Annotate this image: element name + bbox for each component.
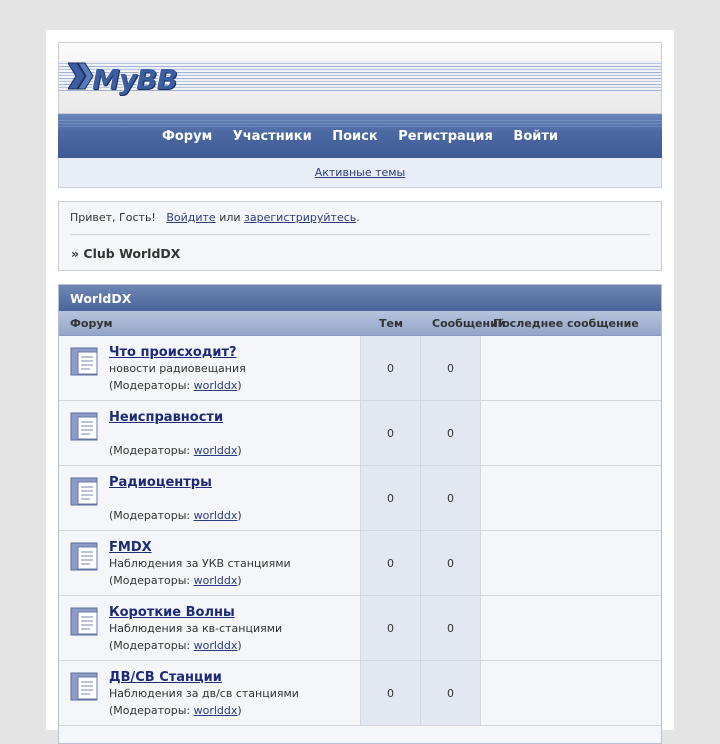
col-topics: Тем: [379, 317, 403, 330]
forum-status-icon: [70, 607, 100, 637]
moderators-label: (Модераторы:: [109, 639, 191, 652]
forum-cell: [59, 336, 361, 400]
forum-cell: [59, 466, 361, 530]
header: [58, 42, 662, 188]
welcome-panel: [58, 201, 662, 271]
topics-cell: [361, 336, 421, 400]
forum-row: [59, 531, 661, 596]
topics-count: 0: [387, 622, 394, 635]
forum-cell: [59, 531, 361, 595]
moderators-close: ): [237, 574, 242, 587]
moderator-link[interactable]: worlddx: [193, 379, 238, 392]
forum-moderators: [109, 379, 242, 392]
menu-register[interactable]: Регистрация: [398, 129, 493, 144]
posts-count: 0: [447, 492, 454, 505]
posts-cell: [421, 466, 481, 530]
moderators-label: (Модераторы:: [109, 704, 191, 717]
forum-name-link[interactable]: Неисправности: [109, 410, 224, 425]
sub-navigation: [58, 158, 662, 188]
register-link[interactable]: зарегистрируйтесь: [244, 211, 357, 224]
category-title[interactable]: WorldDX: [70, 291, 132, 306]
moderators-close: ): [237, 639, 242, 652]
posts-count: 0: [447, 427, 454, 440]
page-container: [46, 30, 674, 730]
forum-description: новости радиовещания: [109, 362, 246, 375]
forum-description: Наблюдения за дв/св станциями: [109, 687, 299, 700]
forum-cell: [59, 661, 361, 725]
forum-moderators: [109, 639, 242, 652]
topics-count: 0: [387, 362, 394, 375]
posts-count: 0: [447, 622, 454, 635]
active-topics-link[interactable]: Активные темы: [314, 166, 406, 179]
menu-forum[interactable]: Форум: [161, 129, 213, 144]
forum-table: [58, 284, 662, 744]
moderators-close: ): [237, 444, 242, 457]
forum-row: [59, 336, 661, 401]
forum-rows: [59, 336, 661, 726]
menu-items: [58, 129, 662, 144]
menu-login[interactable]: Войти: [513, 129, 559, 144]
topics-cell: [361, 661, 421, 725]
forum-description: Наблюдения за УКВ станциями: [109, 557, 291, 570]
moderator-link[interactable]: worlddx: [193, 639, 238, 652]
forum-moderators: [109, 444, 242, 457]
moderator-link[interactable]: worlddx: [193, 509, 238, 522]
forum-status-icon: [70, 672, 100, 702]
moderators-close: ): [237, 509, 242, 522]
forum-status-icon: [70, 542, 100, 572]
menu-members[interactable]: Участники: [232, 129, 312, 144]
col-forum: Форум: [70, 317, 113, 330]
main-menu: [58, 114, 662, 159]
last-post-cell: [481, 401, 661, 465]
topics-count: 0: [387, 687, 394, 700]
posts-count: 0: [447, 362, 454, 375]
forum-name-link[interactable]: ДВ/СВ Станции: [109, 670, 222, 685]
forum-name-link[interactable]: FMDX: [109, 540, 152, 555]
posts-cell: [421, 661, 481, 725]
forum-row: [59, 466, 661, 531]
topics-cell: [361, 401, 421, 465]
posts-cell: [421, 401, 481, 465]
breadcrumb[interactable]: » Club WorldDX: [71, 246, 181, 261]
last-post-cell: [481, 531, 661, 595]
last-post-cell: [481, 661, 661, 725]
forum-name-link[interactable]: Короткие Волны: [109, 605, 235, 620]
category-header: [59, 285, 661, 311]
moderators-label: (Модераторы:: [109, 509, 191, 522]
divider: [70, 234, 650, 235]
greeting-text: Привет, Гость!: [70, 211, 156, 224]
moderators-label: (Модераторы:: [109, 444, 191, 457]
forum-moderators: [109, 704, 242, 717]
forum-name-link[interactable]: Радиоцентры: [109, 475, 212, 490]
last-post-cell: [481, 466, 661, 530]
topics-count: 0: [387, 427, 394, 440]
logo-band: [58, 42, 662, 114]
last-post-cell: [481, 336, 661, 400]
forum-row: [59, 596, 661, 661]
posts-cell: [421, 531, 481, 595]
topics-count: 0: [387, 492, 394, 505]
login-link[interactable]: Войдите: [166, 211, 216, 224]
col-posts: Сообщений: [432, 317, 506, 330]
moderator-link[interactable]: worlddx: [193, 704, 238, 717]
posts-cell: [421, 596, 481, 660]
forum-status-icon: [70, 347, 100, 377]
forum-status-icon: [70, 412, 100, 442]
logo-text: MyBB: [92, 63, 177, 96]
forum-row: [59, 661, 661, 726]
moderators-close: ): [237, 379, 242, 392]
logo-chevron-icon: [68, 61, 94, 91]
or-text: или: [219, 211, 241, 224]
menu-search[interactable]: Поиск: [332, 129, 378, 144]
topics-cell: [361, 466, 421, 530]
moderators-label: (Модераторы:: [109, 574, 191, 587]
forum-cell: [59, 401, 361, 465]
moderator-link[interactable]: worlddx: [193, 444, 238, 457]
forum-moderators: [109, 574, 242, 587]
topics-cell: [361, 596, 421, 660]
topics-cell: [361, 531, 421, 595]
last-post-cell: [481, 596, 661, 660]
forum-description: Наблюдения за кв-станциями: [109, 622, 283, 635]
col-last-post: Последнее сообщение: [493, 317, 639, 330]
forum-cell: [59, 596, 361, 660]
moderator-link[interactable]: worlddx: [193, 574, 238, 587]
forum-name-link[interactable]: Что происходит?: [109, 345, 237, 360]
welcome-line: [70, 211, 360, 224]
posts-count: 0: [447, 557, 454, 570]
moderators-close: ): [237, 704, 242, 717]
column-headers: [59, 311, 661, 336]
mybb-logo[interactable]: [68, 61, 178, 101]
forum-status-icon: [70, 477, 100, 507]
menu-stripe: [58, 120, 662, 128]
forum-moderators: [109, 509, 242, 522]
period-text: .: [356, 211, 360, 224]
posts-count: 0: [447, 687, 454, 700]
forum-row: [59, 401, 661, 466]
moderators-label: (Модераторы:: [109, 379, 191, 392]
topics-count: 0: [387, 557, 394, 570]
posts-cell: [421, 336, 481, 400]
